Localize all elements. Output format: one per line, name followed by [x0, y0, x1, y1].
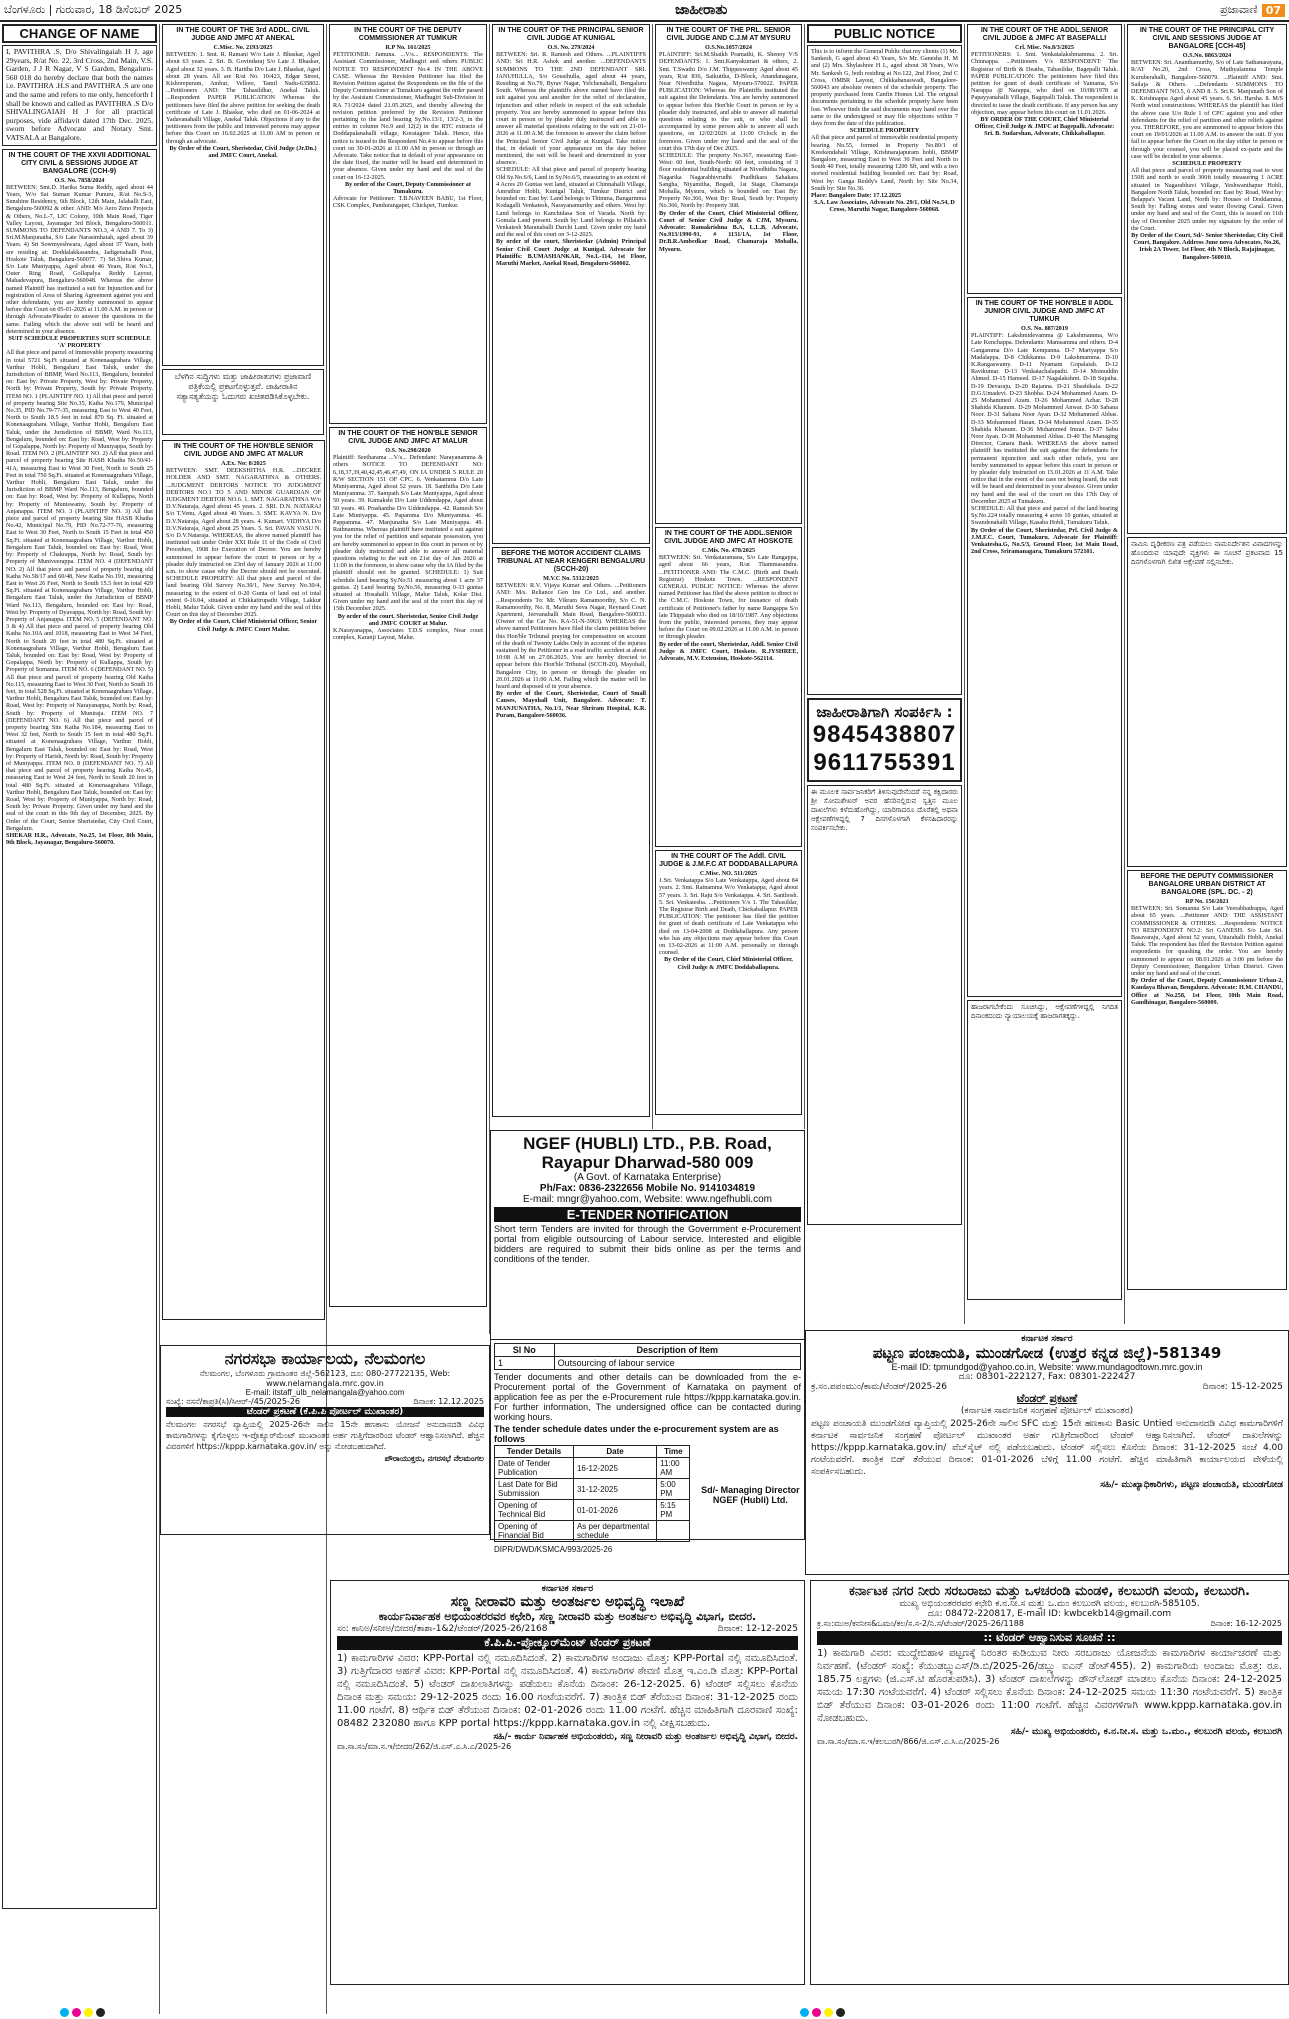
court-text: BETWEEN: Sri. R. Ramesh and Others. ...PLAINTIFFS AND: Sri H.R. Ashok and another. ...DEFENDANTS SUMMONS TO THE 2ND DEFENDANT SRI. JANUHULLA, S/o Gousihulla, aged about 44 years, Residing at No.79, Byrav Nagar, Yelchenahalli, Bengaluru South. Whereas the plaintiffs above named have filed the suit against you and another for the relief of declaration, injunction and other reliefs in respect of the suit schedule property. You are hereby summoned to appear before this court in person or by pleader duly instructed and able to answer all material questions relating to the suit on 21-01-2026 at 11.00 A.M. the forenoon to answer the claim before the Principal Senior Civil Judge at Kunigal. Take notice that, in default of your appearance on the day before mentioned, the suit will be heard and determined in your absence.	[496, 51, 646, 167]
water-no: ಕ್ರ.ಸಂ:ಮುಅ/ಕನನೀಸ&ಒಮಂ/ಕಲ/ಸ.ಸ-2/ನಿ.ಸ/ಟೆಂಡರ್/2025-26/1188	[817, 1619, 1024, 1628]
cyan-dot	[800, 2008, 809, 2017]
court-title: IN THE COURT OF THE PRL. SENIOR CIVIL JUDGE AND C.J.M AT MYSURU	[666, 27, 791, 42]
cell: 11:00 AM	[657, 1458, 690, 1479]
case-number: O.S. No.298/2020	[385, 447, 431, 454]
water-sign: ಸಹಿ/- ಮುಖ್ಯ ಅಭಿಯಂತರರು, ಕ.ನ.ನೀ.ಸ. ಮತ್ತು ಒ.ಮಂ., ಕಲಬುರಗಿ ವಲಯ, ಕಲಬುರಗಿ	[1010, 1727, 1282, 1737]
court-title: IN THE COURT OF THE ADDL.SENIOR CIVIL JUDGE AND JMFC AT HOSKOTE	[664, 530, 793, 545]
cyan-dot	[60, 2008, 69, 2017]
court-notice-kunigal	[492, 24, 650, 544]
court-text: BETWEEN: R.V. Vijaya Kumar and Others. ...Petitioners AND: M/s. Reliance Gen Ins Co Ltd., and another. ...Respondents To: Mr. Vikram Ramamoorthy, S/o C. N. Ramamoorthy, No. 8, Maruthi Seva Nagar, Reynard Court Apartment, Jeevanahalli Main Road, Bangalore-560033. (Owner of the Car No. KA-51-N-3963). WHEREAS the above named Petitioners have filed the claim petition before this Hon'ble Tribunal praying for compensation on account of the death of Twenty Lakhs Only in account of the injuries sustained by the Petitioner in a road traffic accident at about 10:08 A.M on 27.06.2025. You are hereby directed to appear before this Hon'ble Tribunal (SCCH-20), Mayohall, Bangalore City, in person or through the pleader on 20.01.2026 at 11:00 A.M. Failing which the matter will be heard and disposed of in your absence.	[496, 582, 646, 691]
column-8	[1125, 24, 1289, 1324]
magenta-dot	[812, 2008, 821, 2017]
court-text: 1.Sri. Venkatappa S/o Late Venkatappa, Aged about 84 years. 2. Smt. Ratnamma W/o Venkatappa, Aged about 57 years. 3. Sri. Raju S/o Venkatappa. 4. Sri. Santhosh. 5. Sri. Venkatesha. ...Petitioners V/s 1. The Tahasildar, The Registrar Birth and Death, Chickaballapur. PAPER PUBLICATION: The petitioner has filed the petition for grant of death certificate of Late Venkatappa who died on 13-04-2008 at Doddaballapura. Any person who has any objections may appear before this Court on 13-02-2026 at 11:00 A.M. personally or through counsel.	[659, 877, 798, 957]
court-text: PETITIONERS: 1. Smt. Venkatalakshmamma. 2. Sri. Chinnappa. ...Petitioners V/s RESPONDENT: The Registrar of Birth & Deaths, Tahasildar, Bagepalli Taluk. PAPER PUBLICATION: The petitioners have filed this petition for grant of death certificate of Yamama, S/o Narappa @ Narappa, who died on 10/08/1978 at Papayyanahalli Village, Bagepalli Taluk. The respondent is directed to issue the death certificate. If any person has any objection, may appear before this court on 11.01.2026.	[971, 51, 1118, 116]
court-text: Plaintiff: Seetharama ...V/s... Defendant: Narayanamma & others NOTICE TO DEFENDANT NO: 6,18,37,39,40,42,45,46,47,49, ON IA UNDER 5 RULE 20 R/W SECTION 151 OF CPC. 6. Venkatamma D/o Late Muniyamma, Aged about 52 years. 18. Santhitha D/o Late Muniyamma. 37. Sampath S/o Late Muniyappa, Aged about 50 years. 39. Kamakshi D/o Late Uddendappa, Aged about 50 years. 40. Prashantha D/o Uddendappa. 42. Ramesh S/o Late Muniyappa. 45. Papamma D/o Muniyamma. 46. Pappamma. 47. Manjunatha S/o Late Muniyappa. 49. Rathnamma. Whereas plaintiff have instituted a suit against you for the relief of partition and separate possession, you are hereby summoned to appear in this court in person or by pleader duly instructed and able to answer all material questions relating to the suit on 21st day of Jan 2026 at 11:00 in the forenoon, to show cause why the IA filed by the plaintiff should not be granted. SCHEDULE: 1) Suit schedule land bearing Sy.No.51 measuring about 1 acre 37 guntas. 2) Land bearing Sy.No.56, measuring 0-33 guntas situated at Hosahalli Village, Malur Taluk, Kolar Dist. Given under my hand and the seal of the court this day of 15th December 2025.	[333, 454, 483, 613]
header-date: ಗುರುವಾರ, 18 ಡಿಸೆಂಬರ್ 2025	[55, 3, 183, 16]
kannada-notice-text: ಈ ಮೂಲಕ ಸಾರ್ವಜನಿಕರಿಗೆ ತಿಳಿಸುವುದೇನೆಂದರೆ ನನ್ನ ಕಕ್ಷಿದಾರರು ಶ್ರೀ ಸೋಮಶೇಖರ್ ಅವರ ಹೆಸರಿನಲ್ಲಿರುವ ಸ್ವತ್ತಿನ ಮೂಲ ದಾಖಲೆಗಳು ಕಳೆದುಹೋಗಿದ್ದು, ಯಾರಿಗಾದರೂ ದೊರೆತಲ್ಲಿ ಅಥವಾ ಆಕ್ಷೇಪಣೆಗಳಿದ್ದಲ್ಲಿ 7 ದಿನಗಳೊಳಗಾಗಿ ಕೆಳಸಹಿದಾರರನ್ನು ಸಂಪರ್ಕಿಸಬೇಕು.	[811, 788, 958, 832]
public-notice-text: This is to inform the General Public that my clients (1) Mr. Sankesh, G aged about 43 Years, S/o Mr. Ganesha H. M and (2) Mrs. Shylashree H L, aged about 38 Years, W/o Mr. Sankesh G, both residing at No.122, 2nd Floor, 2nd C Cross, OMBR Layout, Chikkabanaswadi, Bangalore-560043 are absolute owners of the schedule property. The property purchased from Canfin Homes Ltd. The original documents pertaining to the schedule property have been lost. Whoever finds the said documents may hand over the same to the undersigned or may file objections within 7 days from the date of this publication.	[811, 48, 958, 128]
ngef-schedule-intro: The tender schedule dates under the e-procurement system are as follows	[494, 1424, 779, 1444]
court-signoff: By order of the Court, Deputy Commissioner at Tumakuru.	[345, 180, 471, 196]
ngef-subtitle: (A Govt. of Karnataka Enterprise)	[573, 1172, 722, 1183]
water-title: ಕರ್ನಾಟಕ ನಗರ ನೀರು ಸರಬರಾಜು ಮತ್ತು ಒಳಚರಂಡಿ ಮಂಡಳಿ, ಕಲಬುರಗಿ ವಲಯ, ಕಲಬುರಗಿ.	[849, 1584, 1250, 1599]
advocate: SHEKAR H.R., Advocate, No.25, 1st Floor, 8th Main, 9th Block, Jayanagar, Bengaluru-560070.	[6, 832, 153, 847]
cell: Date of Tender Publication	[495, 1458, 574, 1479]
nelamangala-title: ನಗರಸಭಾ ಕಾರ್ಯಾಲಯ, ನೆಲಮಂಗಲ	[224, 1349, 426, 1368]
tender-date: ದಿನಾಂಕ: 15-12-2025	[1202, 1382, 1283, 1392]
registration-marks-left	[60, 2008, 105, 2017]
case-number: O.S.No. 8863/2024	[1182, 52, 1232, 59]
ngef-sign: Sd/- Managing Director NGEF (Hubli) Ltd.	[701, 1485, 800, 1505]
court-notice-mact	[492, 547, 650, 1117]
header-left: ಬೆಂಗಳೂರು | ಗುರುವಾರ, 18 ಡಿಸೆಂಬರ್ 2025	[4, 3, 183, 16]
court-title: IN THE COURT OF THE DEPUTY COMMISSIONER AT TUMKUR	[354, 27, 462, 42]
table-row	[495, 1458, 690, 1479]
kannada-notice	[1127, 537, 1287, 867]
court-signoff: By Order of the Court, Chief Ministerial Officer, Senior Civil Judge & JMFC Court Malur.	[169, 618, 318, 633]
cell: Opening of Technical Bid	[495, 1500, 574, 1521]
court-text: BETWEEN: Sri. Somanna S/o Late Veerabhadrappa, Aged about 65 years. ...Petitioner AND: THE ASSISTANT COMMISSIONER & OTHERS. ...Respondents NOTICE TO RESPONDENT NO.2: Sri GANESH. S/o Late Sri. Basavaraju, Aged about 52 years, Uttarahalli Hobli, Anekal Taluk. The respondent has filed the Revision Petition against respondents for quashing the order. You are hereby summoned to appear on 08.01.2026 at 3:00 pm before the Deputy Commissioner, Bangalore Urban District. Given under my hand and seal of the court.	[1131, 905, 1283, 978]
tender-email: E-mail ID: tpmundgod@yahoo.co.in, Website: www.mundagodtown.mrc.gov.in	[891, 1362, 1203, 1372]
court-notice-tumkur-dc	[329, 24, 487, 424]
tender-govt: ಕರ್ನಾಟಕ ಸರ್ಕಾರ	[1021, 1334, 1073, 1344]
tender-meta	[811, 1382, 1283, 1392]
column-6	[805, 24, 965, 1324]
header-city: ಬೆಂಗಳೂರು	[4, 3, 46, 16]
kannada-notice-text: ಹಾಜರಾಗಬೇಕೆಂದು ಸೂಚಿಸಿದ್ದು, ಆಕ್ಷೇಪಣೆಗಳಿದ್ದಲ್ಲಿ ನಿಗದಿತ ದಿನಾಂಕದಂದು ನ್ಯಾಯಾಲಯಕ್ಕೆ ಹಾಜರಾಗತಕ್ಕದ್ದು.	[971, 1003, 1118, 1020]
schedule-title: SCHEDULE PROPERTY	[1172, 160, 1242, 168]
ngef-phone: Ph/Fax: 0836-2322656 Mobile No. 9141034819	[539, 1183, 756, 1194]
yellow-dot	[824, 2008, 833, 2017]
kannada-notice	[807, 785, 962, 1225]
irrigation-footer: ವಾ.ಸಾ.ಸಂ/ಮಾ.ಸ.ಇ/ಬೀದರ/262/ಜಿ.ಎಸ್.ಎ.ಸಿ.ಎ/2025-26	[337, 1742, 512, 1751]
court-notice-bagepalli	[967, 24, 1122, 294]
court-notice-malur-os	[329, 427, 487, 1307]
nelamangala-body: ನೆಲಮಂಗಲ ನಗರಸಭೆ ವ್ಯಾಪ್ತಿಯಲ್ಲಿ 2025-26ನೇ ಸಾಲಿನ 15ನೇ ಹಣಕಾಸು ಯೋಜನೆ ಅನುದಾನದಡಿ ವಿವಿಧ ಕಾಮಗಾರಿಗಳನ್ನು ಕೈಗೊಳ್ಳಲು ಇ-ಪ್ರೊಕ್ಯೂರ್‌ಮೆಂಟ್ ಮುಖಾಂತರ ಅರ್ಹ ಗುತ್ತಿಗೆದಾರರಿಂದ ಟೆಂಡರ್ ಆಹ್ವಾನಿಸಲಾಗಿದೆ. ಹೆಚ್ಚಿನ ವಿವರಗಳಿಗೆ https://kppp.karnataka.gov.in/ ಅನ್ನು ನೋಡಬಹುದಾಗಿದೆ.	[166, 1420, 484, 1451]
item-sl: 1	[495, 1357, 555, 1370]
ngef-inner	[494, 1134, 801, 1264]
court-signoff: By Order of the Court, Sheristedar, Prl. Civil Judge & J.M.F.C. Court, Tumakuru. Advocate for Plaintiff: Venkatesha.G, No.5/3, Ground Floor, 1st Main Road, 2nd Cross, Sriramanagara, Tumakuru 572101.	[971, 526, 1118, 556]
irrigation-meta	[337, 1624, 798, 1634]
ngef-schedule-table	[494, 1445, 690, 1542]
ngef-tender	[490, 1130, 805, 1340]
court-signoff: By Order of the Court, Deputy Commissioner Urban-2, Kandaya Bhavan, Bengaluru. Advocate: H.M. CHANDU, Office at No.258, 1st Floor, 10th Main Road, Gandhinagar, Bangalore-560009.	[1131, 977, 1283, 1006]
cell: As per departmental schedule	[573, 1521, 656, 1542]
table-row	[495, 1479, 690, 1500]
court-notice-tumkur-os	[967, 297, 1122, 997]
nelamangala-heading: ಟೆಂಡರ್ ಪ್ರಕಟಣೆ (ಕೆ.ಪಿ.ಪಿ ಪೋರ್ಟಲ್ ಮುಖಾಂತರ)	[166, 1407, 484, 1417]
case-number: R.P No. 161/2025	[385, 44, 431, 51]
items-header-sl: Sl No	[495, 1344, 555, 1357]
tender-no: ಕ್ರ.ಸಂ.ಪಪಂಮುಂ/ಕಾಮ/ಟೆಂಡರ್/2025-26	[811, 1382, 947, 1392]
ngef-intro: Short term Tenders are invited for through the Government e-Procurement portal from eligible outsourcing of Labour service. Interested and eligible bidders are required to submit their bids online as per the terms and conditions of the tender.	[494, 1224, 801, 1264]
court-title: IN THE COURT OF THE HON'BLE SENIOR CIVIL JUDGE AND JMFC AT MALUR	[173, 443, 314, 458]
page-number: 07	[1262, 4, 1285, 17]
schedule-title: SCHEDULE PROPERTY	[849, 127, 920, 135]
schedule-header-time: Time	[657, 1446, 690, 1458]
court-notice-hoskote	[655, 527, 802, 847]
court-signoff: By order of the court. Sheristedar, Senior Civil Judge and JMFC COURT at Malur.	[337, 612, 479, 627]
tender-phone: ದೂ: 08301-222127, Fax: 08301-222427	[958, 1372, 1136, 1382]
court-signoff: By Order of the Court, Chief Ministerial Officer, Civil Judge & JMFC Doddaballapura.	[664, 956, 793, 971]
court-signoff: By order of the court, Sheristedar (Admin) Principal Senior Civil Court Judge at Kunigal. Advocate for Plaintiffs: B.UMASHANKAR, No.L-114, 1st Floor, Maruthi Market, Anekal Road, Bengaluru-560002.	[496, 238, 646, 268]
case-number: C.Misc. No. 2193/2025	[213, 44, 273, 51]
court-title: IN THE COURT OF THE HON'BLE SENIOR CIVIL JUDGE AND JMFC AT MALUR	[338, 430, 478, 445]
kannada-notice-text: ಬೆಳಗಿನ ಸುದ್ದಿಗಳು ಮತ್ತು ಜಾಹೀರಾತುಗಳು ಪ್ರಜಾವಾಣಿ ಪತ್ರಿಕೆಯಲ್ಲಿ ಪ್ರಕಟಗೊಳ್ಳುತ್ತವೆ. ಜಾಹೀರಾತಿನ ಸತ್ಯಾಸತ್ಯತೆಯನ್ನು ಓದುಗರು ಖಚಿತಪಡಿಸಿಕೊಳ್ಳಬೇಕು.	[174, 372, 312, 401]
water-board-tender	[810, 1580, 1289, 1985]
case-number: M.V.C No. 5312/2025	[543, 575, 599, 582]
court-notice-dc-urban	[1127, 870, 1287, 1290]
schedule-title: SUIT SCHEDULE PROPERTIES SUIT SCHEDULE 'A' PROPERTY	[8, 335, 151, 350]
page-header	[0, 0, 1289, 22]
nelamangala-no: ಸಂಖ್ಯೆ: ನಸನೆ/ಕಾಪ್ರತಿ(ಸಿ)/ಸಿಆರ್-/45/2025-26	[166, 1397, 301, 1406]
ngef-bar: E-TENDER NOTIFICATION	[494, 1207, 801, 1222]
court-signoff: By Order of the Court, Sheristedar, Civil Judge (Jr.Dn.) and JMFC Court, Anekal.	[169, 144, 317, 160]
water-phone: ದೂ: 08472-220817, E-mail ID: kwbcekb14@gmail.com	[927, 1609, 1172, 1619]
place-date: Place: Bangalore Date: 17.12.2025	[811, 192, 902, 200]
cell: 31-12-2025	[573, 1479, 656, 1500]
court-title: IN THE COURT OF THE ADDL.SENIOR CIVIL JUDGE & JMFC AT BASEPALLI	[980, 27, 1109, 42]
tender-sign: ಸಹಿ/- ಮುಖ್ಯಾಧಿಕಾರಿಗಳು, ಪಟ್ಟಣ ಪಂಚಾಯತಿ, ಮುಂಡಗೋಡ	[1100, 1480, 1283, 1490]
water-heading: :: ಟೆಂಡರ್ ಆಹ್ವಾನಿಸುವ ಸೂಚನೆ ::	[817, 1631, 1282, 1645]
column-5	[653, 24, 805, 1129]
court-signoff: By Order of the Court, Sd/- Senior Sheristedar, City Civil Court, Bangalore. Address June nova Advocates, No.26, Irish 2A Tower, 1st Floor, 4th N Block, Rajajinagar, Bangalore-560010.	[1131, 232, 1283, 261]
ngef-tender-lower	[490, 1340, 805, 1554]
irrigation-tender	[330, 1580, 805, 1985]
court-notice-doddaballapura	[655, 850, 802, 1115]
irrigation-govt: ಕರ್ನಾಟಕ ಸರ್ಕಾರ	[541, 1584, 594, 1594]
black-dot	[836, 2008, 845, 2017]
header-right	[1220, 3, 1289, 17]
case-number: C.Misc. NO. 511/2025	[699, 870, 758, 877]
column-7	[965, 24, 1125, 1324]
schedule-header-date: Date	[573, 1446, 656, 1458]
kannada-notice-box	[162, 369, 324, 435]
item-desc: Outsourcing of labour service	[554, 1357, 800, 1370]
case-number: C.Mis. No. 478/2025	[701, 547, 756, 554]
registration-marks-right	[800, 2008, 845, 2017]
court-notice-anekal	[162, 24, 324, 366]
water-meta	[817, 1619, 1282, 1629]
case-number: O.S. No. 279/2024	[547, 44, 595, 51]
court-signoff: BY ORDER OF THE COURT, Chief Ministerial Officer, Civil Judge & JMFC at Bagepalli. Advocate: Sri. B. Sudarshan, Advocate, Chikkaballapur.	[974, 116, 1115, 138]
court-text: BETWEEN: Sri. Venkataramana, S/o Late Rangappa, aged about 66 years, R/at Thammasandra. ...PETITIONER AND: The C.M.C. (Birth and Death Registrar) Hoskote Town. ...RESPONDENT GENERAL PUBLIC NOTICE: Whereas the above named Petitioner has filed the above petition to direct to the C.M.C. Hoskote Town, for issuance of death certificate of Petitioner's father by name Rangappa S/o late Thippaiah who died on 18/10/1987. Any objections from the public, interested persons, they may appear before the Court on 09.02.2026 at 11.00 A.M. in person or through pleader.	[659, 554, 799, 641]
cell: Opening of Financial Bid	[495, 1521, 574, 1542]
schedule-text: SCHEDULE: All that piece and parcel of property bearing Old Sy.No.6/6, Land in Sy.No.6/5, measuring to an extent of 4 Acres 20 Guntas wet land, situated at Chinnahalli Village, Amruthur Hobli, Kunigal Taluk, Tumkur District and bounded on: East by: Land belongs to Thimma, Bangarmma Kodagalli Venkatesh, Narayanamurthy and others. West by: Land belongs to Kanchidasa Son of Varada. North by: Gomala Land present. South by: Land belongs to Pillaiah's Venkatesh Maranaballi Darchi Land. Given under my hand and the seal of this court on 3-12-2025.	[496, 166, 646, 239]
change-of-name-notice	[2, 45, 157, 146]
cell: 5:15 PM	[657, 1500, 690, 1521]
advocate: Advocate for Petitioner: T.B.NAVEEN BABU, 1st Floor, CSK Complex, Pandurangapet, Chickpet, Tumkur.	[333, 195, 483, 210]
cell: 5:00 PM	[657, 1479, 690, 1500]
advocate: K.Narayanappa, Associates T.D.S complex, Near court complex, Karanji Layout, Malur.	[333, 627, 483, 642]
cell: 01-01-2026	[573, 1500, 656, 1521]
water-office: ಮುಖ್ಯ ಅಭಿಯಂತರರವರ ಕಛೇರಿ ಕ.ನ.ನೀ.ಸ ಮತ್ತು ಒ.ಮಂ ಕಲಬುರಗಿ ವಲಯ, ಕಲಬುರಗಿ-585105.	[899, 1599, 1200, 1609]
court-title: IN THE COURT OF THE HON'BLE II ADDL JUNIOR CIVIL JUDGE AND JMFC AT TUMKUR	[975, 300, 1114, 323]
schedule-text: SCHEDULE: All that piece and parcel of the land bearing Sy.No.224 totally measuring 4 acres 10 guntas, situated at Swandenahalli Village, Kasaba Hobli, Tumakuru Taluk.	[971, 505, 1118, 527]
schedule-header-details: Tender Details	[495, 1446, 574, 1458]
ngef-detail: Tender documents and other details can be downloaded from the e-Procurement portal of the Government of Karnataka on payment of application fee as per the e-Procurement rule https://kppp.karnataka.gov.in. For further information, The undersigned office can be contacted during working hours.	[494, 1372, 801, 1422]
nelamangala-email: E-mail: itstaff_ulb_nelamangala@yahoo.com	[245, 1388, 405, 1397]
irrigation-sign: ಸಹಿ/- ಕಾರ್ಯ ನಿರ್ವಾಹಕ ಅಭಿಯಂತರರು, ಸಣ್ಣ ನೀರಾವರಿ ಮತ್ತು ಅಂತರ್ಜಲ ಅಭಿವೃದ್ಧಿ ವಿಭಾಗ, ಬೀದರ.	[493, 1732, 798, 1742]
ngef-web: E-mail: mngr@yahoo.com, Website: www.ngefhubli.com	[523, 1194, 772, 1205]
court-title: BEFORE THE MOTOR ACCIDENT CLAIMS TRIBUNAL AT NEAR KENGERI BENGALURU (SCCH-20)	[496, 550, 646, 573]
ngef-items-table	[494, 1343, 801, 1370]
nelamangala-date: ದಿನಾಂಕ: 12.12.2025	[413, 1397, 484, 1406]
court-notice-mysuru	[655, 24, 802, 524]
nelamangala-tender	[160, 1345, 490, 1535]
court-title: IN THE COURT OF THE PRINCIPAL CITY CIVIL AND SESSIONS JUDGE AT BANGALORE [CCH-45]	[1139, 27, 1275, 50]
court-text: BETWEEN: Smt.D. Harika Suma Reddy, aged about 44 Years, W/o Sai Suman Kumar Punuru, R/at No.S-3, Sunshine Residency, 6th Block, 12th Main, Jalahalli East, Bengaluru-560092 & other. AND: M/s Aero Zeno Projects & Others, No.L-7, LIC Colony, 10th Main Road, Tiger Valley Layout, Jayanagar 3rd Block, Bengaluru-560011. SUMMONS TO DEFENDANTS NO.3, 4 AND 7. To 3) Sri.M.Manjunatha, S/o Late Narasimhaiah, aged about 39 Years. 4) Sri Sowmyeshwara, Aged about 37 Years, both are residing at: Doddalakkasandra, Jadigenahalli Post, Hoskote Taluk, Bengaluru-560077. 7) Sri.Shiva Kumar, S/o Late Muniyappa, Aged about 46 Years, R/at No.3, Outer Ring Road, Gollapalya Reddy Layout, Mahadevapura, Bengaluru-560048. Whereas the above named Plaintiff has instituted a suit for Injunction and for registration of Area of Sharing Agreement against you and other defendants, you are hereby summoned to appear before this Court on 05-01-2026 at 11.00 A.M. in person or through Advocate/Pleader to answer the questions in the same. Failing which the above suit will be heard and determined in your absence.	[6, 183, 153, 335]
schedule-text: All that piece and parcel of property measuring east to west 150ft and north to south 300ft totally measuring 1 ACRE situated in Nagarabhavi Village, Yeshwanthapur Hobli, Bangalore North Taluk, bounded on: East by: Road, West by: Belappa's Vacant Land, North by: Houses of Doddamma, South by: Falling stones and water flowing Canal. Given under my hand and seal of the Court, this is issued on 11th day of December 2025 under my signature by the order of the Court.	[1131, 167, 1283, 232]
column-3	[327, 24, 490, 1334]
tender-office: ಪಟ್ಟಣ ಪಂಚಾಯತಿ, ಮುಂಡಗೋಡ (ಉತ್ತರ ಕನ್ನಡ ಜಿಲ್ಲೆ)-581349	[872, 1344, 1222, 1362]
water-date: ದಿನಾಂಕ: 16-12-2025	[1210, 1619, 1282, 1628]
schedule-text: All that piece and parcel of immovable residential property bearing No.55, formed in Property No.80/1 of Kreekendahali Village, Krishnarajapuram hobli, BBMP Bangalore, measuring East to West 30 Feet and North to South 40 Feet, totally measuring 1200 Sft, and with a two storied residential building bounded on: East by: Road, West by: Ganga Reddy's Land, North by: Site No.34, South by: Site No.36.	[811, 134, 958, 192]
water-body: 1) ಕಾಮಗಾರಿ ವಿವರ: ಮುದ್ದೇಬಿಹಾಳ ಪಟ್ಟಣಕ್ಕೆ ನಿರಂತರ ಕುಡಿಯುವ ನೀರು ಸರಬರಾಜು ಯೋಜನೆಯ ಕಾಮಗಾರಿಗಳ ಕಾರ್ಯಾಚರಣೆ ಮತ್ತು ನಿರ್ವಹಣೆ. (ಟೆಂಡರ್ ಸಂಖ್ಯೆ: ಕೆಯುಡಬ್ಲ್ಯುಎಸ್/ಡಿ.ಬಿ/2025-26/ಡಬ್ಲ್ಯು ಐಎನ್ ಡೆಂಟ್455). 2) ಕಾಮಗಾರಿಯ ಅಂದಾಜು ಮೊತ್ತ: ರೂ. 185.75 ಲಕ್ಷಗಳು (ಜಿ.ಎಸ್.ಟಿ ಹೊರತುಪಡಿಸಿ). 3) ಟೆಂಡರ್ ದಾಖಲೆಗಳನ್ನು ಡೌನ್‌ಲೋಡ್ ಮಾಡಲು ಕೊನೆಯ ದಿನಾಂಕ: 24-12-2025 ಸಮಯ 17:30 ಗಂಟೆಯವರೆಗೆ. 4) ಟೆಂಡರ್ ಸಲ್ಲಿಸಲು ಕೊನೆಯ ದಿನಾಂಕ: 24-12-2025 ಸಮಯ 11:30 ಗಂಟೆಯವರೆಗೆ. 5) ತಾಂತ್ರಿಕ ಬಿಡ್ ತೆರೆಯುವ ದಿನಾಂಕ: 03-01-2026 ರಂದು 11:00 ಗಂಟೆಗೆ. ಹೆಚ್ಚಿನ ವಿವರಗಳಿಗಾಗಿ www.kppp.karnataka.gov.in ನೋಡಬಹುದು.	[817, 1648, 1282, 1724]
yellow-dot	[84, 2008, 93, 2017]
case-number: O.S.No.1057/2024	[705, 44, 752, 51]
change-of-name-title: CHANGE OF NAME	[2, 24, 157, 43]
tender-body: ಪಟ್ಟಣ ಪಂಚಾಯತಿ ಮುಂಡಗೋಡ ವ್ಯಾಪ್ತಿಯಲ್ಲಿ 2025-26ನೇ ಸಾಲಿನ SFC ಮತ್ತು 15ನೇ ಹಣಕಾಸು Basic Untied ಅನುದಾನದಡಿ ವಿವಿಧ ಕಾಮಗಾರಿಗಳಿಗೆ ಕರ್ನಾಟಕ ಸಾರ್ವಜನಿಕ ಸಂಗ್ರಹಣೆ ಪೋರ್ಟಲ್ ಮುಖಾಂತರ ಅರ್ಹ ಗುತ್ತಿಗೆದಾರರಿಂದ ಟೆಂಡರ್ ಆಹ್ವಾನಿಸಲಾಗಿದೆ. ಟೆಂಡರ್ ದಾಖಲೆಗಳನ್ನು https://kppp.karnataka.gov.in/ ವೆಬ್‌ಸೈಟ್ ನಲ್ಲಿ ಪಡೆಯಬಹುದು. ಟೆಂಡರ್ ಸಲ್ಲಿಸಲು ಕೊನೆಯ ದಿನಾಂಕ: 31-12-2025 ಸಂಜೆ 4.00 ಗಂಟೆಯವರೆಗೆ. ತಾಂತ್ರಿಕ ಬಿಡ್ ತೆರೆಯುವ ದಿನಾಂಕ: 01-01-2026 ಬೆಳಿಗ್ಗೆ 11.00 ಗಂಟೆಗೆ. ಹೆಚ್ಚಿನ ಮಾಹಿತಿಗಾಗಿ ಕಾರ್ಯಾಲಯದ ವೇಳೆಯಲ್ಲಿ ಸಂಪರ್ಕಿಸಬಹುದು.	[811, 1419, 1283, 1477]
court-signoff: By order of the court, Sheristedar, Addl. Senior Civil Judge & JMFC Court, Hoskote. R.JYSHREE, Advocate, M.V. Extension, Hoskote-562114.	[659, 640, 798, 663]
tender-heading: ಟೆಂಡರ್ ಪ್ರಕಟಣೆ	[1016, 1392, 1078, 1405]
court-notice-cch45	[1127, 24, 1287, 534]
public-notice-title: PUBLIC NOTICE	[807, 24, 962, 43]
irrigation-body: 1) ಕಾಮಗಾರಿಗಳ ವಿವರ: KPP-Portal ನಲ್ಲಿ ನಮೂದಿಸಿದಂತೆ. 2) ಕಾಮಗಾರಿಗಳ ಅಂದಾಜು ಮೊತ್ತ: KPP-Portal ನಲ್ಲಿ ನಮೂದಿಸಿದಂತೆ. 3) ಗುತ್ತಿಗೆದಾರರ ಅರ್ಹತೆ ವಿವರ: KPP-Portal ನಲ್ಲಿ ನಮೂದಿಸಿದಂತೆ. 4) ಕಾಮಗಾರಿಗಳ ಠೇವಣಿ ಮೊತ್ತ ಇ.ಎಂ.ಡಿ ಮೊತ್ತ: KPP-Portal ನಲ್ಲಿ ನಮೂದಿಸಿದಂತೆ. 5) ಟೆಂಡರ್ ದಾಖಲಾತಿಗಳನ್ನು ಪಡೆಯಲು ಕೊನೆಯ ದಿನಾಂಕ: 26-12-2025. 6) ಟೆಂಡರ್ ಸಲ್ಲಿಸಲು ಕೊನೆಯ ದಿನಾಂಕ ಮತ್ತು ಸಮಯ: 29-12-2025 ರಂದು 16.00 ಗಂಟೆಯವರೆಗೆ. 7) ತಾಂತ್ರಿಕ ಬಿಡ್ ತೆರೆಯುವ ದಿನಾಂಕ: 31-12-2025 ರಂದು 11.00 ಗಂಟೆಗೆ. 8) ಆರ್ಥಿಕ ಬಿಡ್ ತೆರೆಯುವ ದಿನಾಂಕ: 02-01-2026 ರಂದು 11.00 ಗಂಟೆಗೆ. ಹೆಚ್ಚಿನ ಮಾಹಿತಿಗಾಗಿ ದೂರವಾಣಿ ಸಂಖ್ಯೆ: 08482 232080 ಹಾಗೂ KPP portal https://kppp.karnataka.gov.in ನಲ್ಲಿ ವೀಕ್ಷಿಸಬಹುದು.	[337, 1653, 798, 1729]
column-4	[490, 24, 653, 1129]
cell	[657, 1521, 690, 1542]
court-title: BEFORE THE DEPUTY COMMISSIONER BANGALORE URBAN DISTRICT AT BANGALORE (SPL. DC. - 2)	[1140, 873, 1274, 896]
ad-phone-2: 9611755391	[813, 749, 956, 776]
table-row	[495, 1521, 690, 1542]
nelamangala-sign: ಪೌರಾಯುಕ್ತರು, ನಗರಸಭೆ ನೆಲಮಂಗಲ	[384, 1454, 484, 1463]
black-dot	[96, 2008, 105, 2017]
court-text: PLAINTIFF: Sri.M.Shaikh Pramathi, K. Shenoy V/S DEFENDANTS: 1. Smt.Kanyakumari & others, 2. Smt. T.Swathi D/o J.M. Thippeswamy Aged about 45 years, R/at 836, Saikuttha, D-Block, Anandanagara, Near Nivedhitha Nagara, Mysuru-570022. PAPER PUBLICATION: Whereas the Plaintiffs instituted the suit against the Defendants. You are hereby summoned to appear before this Hon'ble Court in person or by a pleader duly instructed, and able to answer all material questions relating to the suit, or who shall be accompanied by some person able to answer all such questions, on 12/02/2026 at 11:00 O'clock in the forenoon. Given under my hand and the seal of the court this 17th day of Dec 2025.	[659, 51, 798, 152]
case-number: Crl. Misc. No.8/3/2025	[1015, 44, 1074, 51]
irrigation-heading: ಕೆ.ಪಿ.ಪಿ.-ಪ್ರೋಕ್ಯೂರ್‌ಮೆಂಟ್ ಟೆಂಡರ್ ಪ್ರಕಟಣೆ	[337, 1636, 798, 1650]
mundagod-tender	[805, 1330, 1289, 1575]
tender-sub: (ಕರ್ನಾಟಕ ಸಾರ್ವಜನಿಕ ಸಂಗ್ರಹಣೆ ಪೋರ್ಟಲ್ ಮುಖಾಂತರ)	[960, 1406, 1134, 1416]
court-title: IN THE COURT OF THE XXVII ADDITIONAL CITY CIVIL & SESSIONS JUDGE AT BANGALORE (CCH-9)	[8, 151, 151, 175]
court-notice-cch9	[2, 149, 157, 1909]
masthead: ಜಾಹೀರಾತು	[675, 2, 728, 18]
irrigation-no: ಸಂ: ಕಾನಿಅ/ಸನೀಅ/ಬೀದರ/ತಾಶಾ-1&2/ಟೆಂಡರ್/2025-26/2168	[337, 1624, 548, 1634]
magenta-dot	[72, 2008, 81, 2017]
case-number: RP No. 156/2021	[1185, 898, 1229, 905]
paper-name: ಪ್ರಜಾವಾಣಿ	[1220, 3, 1258, 16]
kannada-notice-text: ನಾಮಿನಿ ದೃಢೀಕರಣ ಪತ್ರ ಪಡೆಯಲು ನಾಮನಿರ್ದೇಶನ ವಿವಾದಗಳನ್ನು ಹೊಂದಿರುವ ಯಾವುದೇ ವ್ಯಕ್ತಿಗಳು ಈ ಸೂಚನೆ ಪ್ರಕಟವಾದ 15 ದಿನಗಳೊಳಗಾಗಿ ಲಿಖಿತ ಆಕ್ಷೇಪಣೆ ಸಲ್ಲಿಸಬೇಕು.	[1131, 540, 1283, 566]
ad-contact-title: ಜಾಹೀರಾತಿಗಾಗಿ ಸಂಪರ್ಕಿಸಿ :	[816, 703, 953, 721]
schedule-text: SCHEDULE: The property No.367, measuring East-West: 60 feet, South-North: 60 feet, consisting of 3 floor residential building situated at Nivedhitha Nagara, Nagarika Nagarabhivrudhi Pradhikara Sahakara Sangha, Niyamitha, Bogadi, 1st Stage, Chamaraja Mohalla, Mysuru, which is bounded on: East By: Property No.366, West By: Road, South by: Property No.366, North by: Property 368.	[659, 152, 798, 210]
court-signoff: By Order of the Court, Chief Ministerial Officer, Court of Senior Civil Judge & CJM, Mysuru. Advocate: Ramakrishna B.A, L.L.B, Advocate, No.913/1990-91, # 1131/1A, 1st Floor, Dr.B.R.Ambedkar Road, Chamaraja Mohalla, Mysuru.	[659, 209, 798, 253]
ad-phone-1: 9845438807	[812, 721, 957, 748]
table-row	[495, 1357, 801, 1370]
column-2-lower	[160, 440, 327, 1340]
court-text: PLAINTIFF: Lakshmidevamma @ Lakshmamma, W/o Late Kenchappa. Defendants: Mamsamma and others. D-4 Gangamma D/o Late Kempanna. D-7 Mariyappa S/o Madalappa. D-8 Chikkanna. D-9 Lakshmamma. D-10 K.Rangaswamy. D-11 Nyamam Gopalaiah. D-12 Ravikumar. D-13 Venkatachalapathi. D-14 Moinuddin Ahmed. D-15 Hameed. D-17 Nagalakshmi. D-18 Sujatha. D-19 Devaraju. D-20 Rajanna. D-21 Shashikala. D-22 D.G.Umadevi. D-23 Shobha. D-24 Mohammed Azam. D-25 Mohammed Azam. D-26 Mohammed Azhar. D-28 Shahida Khanum. D-29 Mohammed Anwar. D-30 Sabana Noor. D-31 Sabana Noor Ayan. D-32 Mohammed Abbas. D-33 Mohammed Hasan. D-34 Mohammed Azam. D-35 Shahida Khanum. D-36 Mohammed Imran. D-37 Sabu Noor Ayan. D-38 Mohammed Abbas. D-40 The Managing Director, Canara Bank. WHEREAS the above named plaintiff has instituted the suit against the defendants for permanent injunction and such other reliefs, you are hereby summoned to appear before this court in person or by pleader duly instructed on 15.01.2026 at 11 A.M. Take notice that in the event of the case not being heard, the suit will be heard and determined in your absence. Given under my hand and the seal of the court on this 17th Day of December 2025 at Tumakuru.	[971, 332, 1118, 505]
court-notice-malur-aex	[162, 440, 325, 1320]
case-number: A.Ex. No: 8/2025	[221, 460, 266, 467]
court-title: IN THE COURT OF The Addl. CIVIL JUDGE & J.M.F.C AT DODDABALLAPURA	[659, 853, 798, 868]
court-text: BETWEEN: SMT. DEEKSHITHA H.R. ...DECREE HOLDER AND SMT. NAGARATHNA & OTHERS. ...JUDGMENT DEBTORS NOTICE TO JUDGMENT DEBTORS NO.1 TO 5 AND MINOR GUARDIAN OF JUDGMENT DEBTOR NO.6. 1. SMT. NAGARATHNA W/o D.V.Nataraja, Aged about 45 years. 2. SRI. D.N. NATARAJ S/o T.Venu, Aged about 40 Years. 3. SMT. KAVYA N. D/o D.V.Nataraja, Aged about 28 years. 4. Kumari. VIDHYA D/o D.V.Nataraja, Aged about 25 Years. 5. Sri. PAVAN VASU N. S/o D.V.Nataraja. WHEREAS, the above named plaintiff has instituted suit under Order XXI Rule 11 of the Code of Civil Procedure, 1908 for Execution of Decree. You are hereby summoned to appear before the court in person or by a pleader duly instructed on 23rd day of January 2026 at 11:00 a.m. to show cause why the Decree should not be executed. SCHEDULE PROPERTY: All that piece and parcel of the land bearing Old Survey No.30/1, New Survey No.30/4, measuring to the extent of 0-20 Gunta of land out of total extent 0-16.04, situated at Chikkatirupathi Village, Lakkur Hobli, Malur Taluk. Given under my hand and the seal of this Court on this day of December 2025.	[166, 467, 321, 619]
cell: Last Date for Bid Submission	[495, 1479, 574, 1500]
nelamangala-meta	[166, 1397, 484, 1407]
irrigation-date: ದಿನಾಂಕ: 12-12-2025	[717, 1624, 798, 1634]
kannada-notice	[967, 1000, 1122, 1300]
ngef-footer: DIPR/DWD/KSMCA/993/2025-26	[494, 1545, 613, 1554]
court-text: BETWEEN: Sri. Ananthamurthy, S/o of Late Sathanarayana, R/AT No.20, 2nd Cross, Muthyalamma Temple Kuruberahalli, Bangalore-560079. ...Plaintiff AND: Smt. Sailaja & Others. ...Defendants SUMMONS TO DEFENDANT NO.5, 6 AND 8. 5. Sri.K. Manjunath Son of K. Krishnappa Aged about 45 years. 6. Sri. Harsha. 8. M/S North wind constructions. WHEREAS the plaintiff has filed the above case U/o Rule 1 of CPC against you and other defendants for the relief of partition and other reliefs against you. THEREFORE, you are summoned to appear before this court on 19/01/2026 at 11.00 A.M. to answer the suit. If you fail to appear before the Court on the day either in person or through your counsel, you will be placed ex-parte and the case will be decided in your absence.	[1131, 59, 1283, 160]
case-number: O.S. No. 887/2019	[1021, 325, 1068, 332]
court-signoff: By order of the Court, Sheristedar, Court of Small Causes, Mayohall Unit, Bangalore. Advocate: T. MANJUNATHA, No.1/1, Near Shriram Hospital, K.R. Puram, Bangalore-560036.	[496, 690, 646, 719]
case-number: O.S. No. 7858/2024	[54, 176, 105, 184]
table-row	[495, 1500, 690, 1521]
ngef-title: NGEF (HUBLI) LTD., P.B. Road, Rayapur Dharwad-580 009	[523, 1134, 772, 1172]
schedule-text: All that piece and parcel of immovable property measuring in total 5721 Sq.Ft situated at Konenaagrahara Village, Varthur Hobli, Bengaluru East Taluk, under the Jurisdiction of BBMP, Ward No.113, Bengaluru, bounded on: East by: Private Property, West by: Private Property, North by: Private Property, South by: Private Property. ITEM NO. 1 (PLAINTIFF NO. 1) All that piece and parcel of property bearing Site No.35, Katha No.179, Municipal No.35, PID No.79-77-35, measuring East to West 40 Feet, North to South 18.5 feet in total 870 Sq. Ft. situated at Konenaagrahara Village, Varthur Hobli, Bengaluru East Taluk, under the Jurisdiction of BBMP, Ward No.113, Bengaluru, bounded on: East by: Road, West by: Property of Gopalappa, North by: Property of Muniyappa, South by: Road. ITEM NO. 2 (PLAINTIFF NO. 2) All that piece and parcel of property bearing Site HASB Khatha No.50/41-41A, measuring East to West 30 Feet, North to South 25 Feet in total 750 Sq.Ft. situated at Konenaagrahara Village, Varthur Hobli, Bengaluru East Taluk, under the Jurisdiction of BBMP Ward No.113, Bengaluru, bounded on: East by: Road, West by: Property of Kullappa, North by: Property of Muniswamy, South by: Property of Anjanappa. ITEM NO. 3 (PLAINTIFF NO. 3) All that piece and parcel of property bearing Site HASB Khatha No.42, Municipal No.79, PID No.72-77-76, measuring East to West 30 Feet, North to South 15 Feet in total 450 Sq.Ft. situated at Konenaagrahara Village, Varthur Hobli, Bengaluru East Taluk, bounded on: East by: Road, West by: Property of Chakrappa, North by: Road, South by: Property of Muniveerappa. ITEM NO. 4 (DEFENDANT NO. 2) All that piece and parcel of property bearing old Katha No.58/17 and 60/48, New Katha No.191, measuring East to West 26 Feet, North to South 15.5 feet in total 429 Sq.Ft. situated at Konenaagrahara Village, Varthur Hobli, Bengaluru East Taluk, under the Jurisdiction of BBMP Ward No.113, Bengaluru, bounded on: East by: Road, West by: Property of Dyavappa, North by: Road, South by: Property of Anjanappa. ITEM NO. 5 (DEFENDANT NO. 3 & 4) All that piece and parcel of property bearing Old Katha No.10A and 1018, measuring East to West 34 Feet, North to South 20 feet in total 480 Sq.Ft. situated at Konenaagrahara Village, Varthur Hobli, Bengaluru East Taluk, bounded on: East by: Road, West by: Property of Gopalappa, North by: Property of Kullappa, South by: Property of Somanna. ITEM NO. 6 (DEFENDANT NO. 5) All that piece and parcel of property bearing Old Katha No.115, measuring East to West 30 Feet, North to South 16 feet, in total 528 Sq.Ft. situated at Konenaagrahara Village, Varthur Hobli, Bengaluru East Taluk, bounded on: East by: Road, West by: Property of Narayanappa, North by: Road, South by: Property of Muniraja. ITEM NO. 7 (DEFENDANT NO. 6) All that piece and parcel of property bearing Site Katha No.184, measuring East to West 32 feet, North to South 15 feet in total 480 Sq.Ft. situated at Konenaagrahara Village, Varthur Hobli, Bengaluru East Taluk, bounded on: East by: Road, West by: Property of Harish, North by: Road, South by: Property of Muniyappa. ITEM NO. 8 (DEFENDANT NO. 7) All that piece and parcel of property bearing Katha No.45, measuring East to West 24 feet, North to South 20 feet in total 480 Sq.Ft. situated at Konenaagrahara Village, Varthur Hobli, Bengaluru East Taluk, bounded on: East by: Road, West by: Property of Muniyappa, North by: Road, South by: Private Property. Given under my hand and the seal of the court in this 9th day of December, 2025. By Order of the Court, Senior Sheristedar, City Civil Court, Bengaluru.	[6, 349, 153, 832]
court-text: BETWEEN: 1. Smt. R. Ramani W/o Late J. Bhaskar, Aged about 63 years. 2. Sri. B. Govindaraj S/o Late J. Bhaskar, Aged about 32 years. 3. B. Haritha D/o Late J. Bhaskar, Aged about 28 years. All are R/at No. 10/423, Edgar Street, Kishorepuram, Ambur, Vellore, Tamil Nadu-635802. ...Petitioners AND: The Tahasildhar, Anekal Taluk. ...Respondent PAPER PUBLICATION Whereas the petitioners have filed the above petition for seeking the death certificate of Late J. Bhaskar, who died on 01-06-2024 at Yadavanahalli Village, Anekal Taluk. Objections if any to the petitioners from the public and interested persons may appear before this Court on 16.02.2025 at 11.00 AM in person or through an advocate.	[166, 51, 320, 145]
column-1	[0, 24, 160, 2014]
advertisement-contact	[807, 698, 962, 782]
irrigation-office: ಸಣ್ಣ ನೀರಾವರಿ ಮತ್ತು ಅಂತರ್ಜಲ ಅಭಿವೃದ್ಧಿ ಇಲಾಖೆ	[450, 1594, 685, 1610]
water-footer: ವಾ.ಸಾ.ಸಂ/ಮಾ.ಸ.ಇ/ಕಲಬುರಗಿ/866/ಜಿ.ಎಸ್.ಎ.ಸಿ.ಎ/2025-26	[817, 1737, 1000, 1746]
court-title: IN THE COURT OF THE PRINCIPAL SENIOR CIVIL JUDGE AT KUNIGAL	[498, 27, 644, 42]
advocate: S.A. Law Associates, Advocate No. 29/1, Old No.54, D Cross, Maruthi Nagar, Bangalore-560068.	[814, 199, 955, 214]
court-title: IN THE COURT OF THE 3rd ADDL. CIVIL JUDGE AND JMFC AT ANEKAL	[176, 27, 310, 42]
change-of-name-text: I, PAVITHRA .S, D/o Shivalingaiah H J, age 29years, R/at No. 22, 3rd Cross, 2nd Main, V.S. Garden, J J R Nagar, V S Garden, Bengaluru-560 018 do hereby declare that both the names i.e. PAVITHRA .H.S and PAVITHRA .S are one and the same and refers to me only, henceforth I shall be known and called as PAVITHRA .S D/o SHIVALINGAIAH H J for all practical purposes, vide affidavit dated 17th Dec. 2025, sworn before Advocate and Notary Smt. VATSALA at Bangalore.	[6, 47, 153, 142]
nelamangala-sub: ನೆಲಮಂಗಲ, ಬೆಂಗಳೂರು ಗ್ರಾಮಾಂತರ ಜಿಲ್ಲೆ-562123, ದೂ: 080-27722135, Web: www.nelamangala.mrc.gov.in	[199, 1369, 451, 1388]
items-header-desc: Description of Item	[554, 1344, 800, 1357]
public-notice	[807, 45, 962, 695]
court-text: PETITIONER: Jamuna. ...V/s... RESPONDENTS: The Assistant Commissioner, Madhugiri and others PUBLIC NOTICE TO RESPONDENT No.4 IN THE ABOVE CASE. Whereas the Revision Petitioner has filed the Revision Petition against the Respondents on the file of the Deputy Commissioner at Tumakuru against the order passed by the Assistant Commissioner, Madhugiri Sub-Division in RA 71/2024 dated 21.05.2025, and thereby allowing the revision petition preferred by the Revision Petitioner pertaining to the land bearing Sy.No.13/1, 13/2-3, in the entries in column No.9 and 12(2) in the RTC extracts of Doddapalanahalli village, Koratagere Taluk. Hence, this notice is issued to the Respondent No.4 to appear before this court on 30-01-2026 at 11.00 AM in person or through an Advocate. Take notice that in default of your appearance on the date fixed, the matter will be heard and determined in your absence. Given under my hand and the seal of the court on 16-12-2025.	[333, 51, 484, 181]
irrigation-office2: ಕಾರ್ಯನಿರ್ವಾಹಕ ಅಭಿಯಂತರರವರ ಕಛೇರಿ, ಸಣ್ಣ ನೀರಾವರಿ ಮತ್ತು ಅಂತರ್ಜಲ ಅಭಿವೃದ್ಧಿ ವಿಭಾಗ, ಬೀದರ.	[378, 1610, 757, 1623]
cell: 16-12-2025	[573, 1458, 656, 1479]
